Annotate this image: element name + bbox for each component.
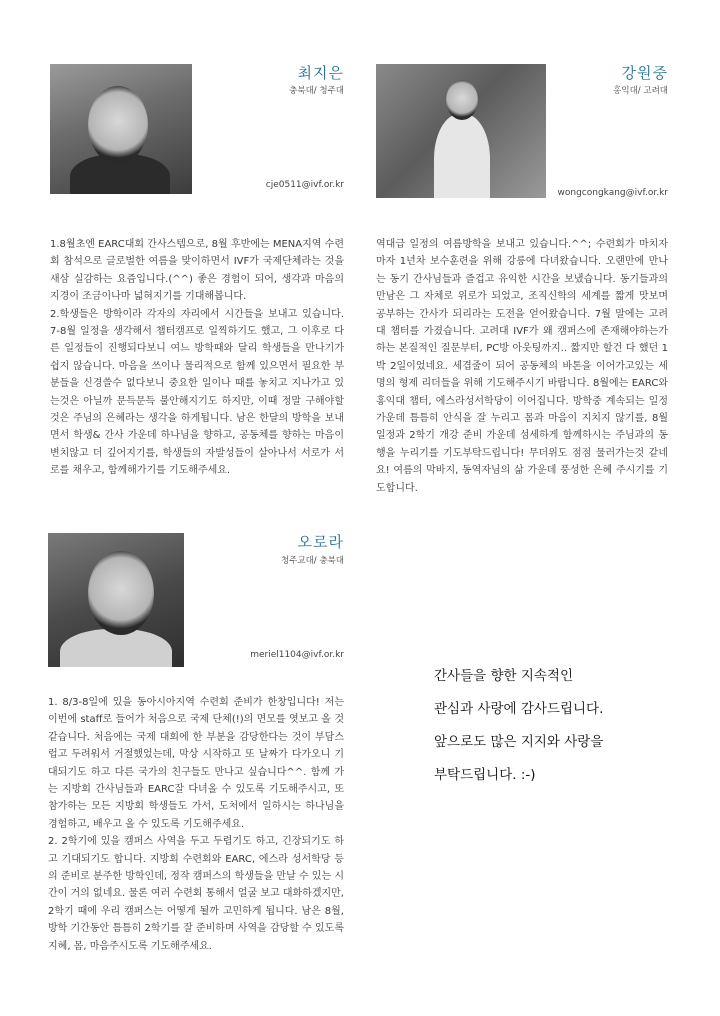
profile-school: 충북대/ 청주대: [289, 86, 344, 96]
profile-photo-oh: [48, 533, 184, 667]
profile-email[interactable]: cje0511@ivf.or.kr: [265, 180, 344, 190]
profile-name: 강원중: [621, 64, 668, 82]
thanks-line: 앞으로도 많은 지지와 사랑을: [434, 734, 604, 750]
profile-body-choi: [50, 236, 344, 480]
profile-name: 오로라: [297, 533, 344, 551]
profile-email[interactable]: wongcongkang@ivf.or.kr: [557, 188, 668, 198]
paragraph: 2.학생들은 방학이라 각자의 자리에서 시간들을 보내고 있습니다. 7-8월 일정을 생각해서 챕터캠프로 일찍하기도 했고, 그 이후로 다른 일정들이 진행되다보니 여느 방학때와 달리 학생들을 만나기가 쉽지 않습니다. 마음을 쓰이나 물리적으로 함께 있으면서 필요한 부분들을 신경쓸수 없다보니 중요한 일이나 때를 놓치고 지나가고 있는것은 아닐까 문득문득 불안해지기도 하지만, 이때 정말 구해야할 것은 주님의 은혜라는 생각을 하게됩니다. 남은 한달의 방학을 보내면서 학생& 간사 가운데 하나님을 향하고, 공동체를 향하는 마음이 변치않고 더 깊어지기를, 학생들의 자발성들이 살아나서 서로가 서로를 채우고, 함께해가기를 기도해주세요.: [50, 308, 344, 477]
paragraph: 1. 8/3-8일에 있을 동아시아지역 수련회 준비가 한창입니다! 저는 이번에 staff로 들어가 처음으로 국제 단체(!)의 면모를 엿보고 올 것 같습니다. 처음에는 국제 대회에 한 부분을 감당한다는 것이 부담스럽고 두려워서 거절했었는데, 막상 시작하고 또 날짜가 다가오니 기대되기도 하고 다른 국가의 친구들도 만나고 싶습니다^^. 함께 가는 지방회 간사님들과 EARC잘 다녀올 수 있도록 기도해주시고, 또 참가하는 모든 지방회 학생들도 가서, 도처에서 일하시는 하나님을 경험하고, 배우고 올 수 있도록 기도해주세요.: [48, 697, 344, 830]
paragraph: 1.8월초엔 EARC대회 간사스텝으로, 8월 후반에는 MENA지역 수련회 참석으로 글로벌한 여름을 맞이하면서 IVF가 국제단체라는 것을 새삼 실감하는 요즘입니다.(^^) 좋은 경험이 되어, 생각과 마음의 지경이 조금이나마 넓혀지기를 기대해봅니다.: [50, 239, 344, 303]
thanks-message: [434, 660, 694, 792]
profile-school: 홍익대/ 고려대: [613, 86, 668, 96]
profile-photo-choi: [50, 64, 192, 194]
profile-body-oh: [48, 694, 344, 955]
profile-name: 최지은: [297, 64, 344, 82]
thanks-line: 간사들을 향한 지속적인: [434, 668, 573, 684]
paragraph: 2. 2학기에 있을 캠퍼스 사역을 두고 두렵기도 하고, 긴장되기도 하고 기대되기도 합니다. 지방회 수련회와 EARC, 에스라 성서학당 등의 준비로 분주한 방학인데, 정작 캠퍼스의 학생들을 만날 수 있는 시간이 거의 없네요. 물론 여러 수련회 통해서 얼굴 보고 대화하겠지만, 2학기 때에 우리 캠퍼스는 어떻게 될까 고민하게 됩니다. 남은 8월, 방학 기간동안 틈틈히 2학기를 잘 준비하며 사역을 감당할 수 있도록 지혜, 몸, 마음주시도록 기도해주세요.: [48, 836, 344, 952]
profile-body-kang: [376, 236, 668, 497]
profile-email[interactable]: meriel1104@ivf.or.kr: [250, 650, 344, 660]
thanks-line: 부탁드립니다. :-): [434, 767, 536, 783]
thanks-line: 관심과 사랑에 감사드립니다.: [434, 701, 604, 717]
profile-school: 청주교대/ 충북대: [280, 556, 344, 566]
profile-photo-kang: [376, 64, 546, 198]
paragraph: 역대급 일정의 여름방학을 보내고 있습니다.^^; 수련회가 마치자마자 1년차 보수훈련을 위해 강릉에 다녀왔습니다. 오랜만에 만나는 동기 간사님들과 즐겁고 유익한 시간을 보냈습니다. 동기들과의 만남은 그 자체로 위로가 되었고, 조직신학의 세계를 짧게 맛보며 공부하는 간사가 되리라는 도전을 얻어왔습니다. 7월 말에는 고려대 챕터를 가졌습니다. 고려대 IVF가 왜 캠퍼스에 존재해야하는가 하는 본질적인 질문부터, PC방 아웃팅까지.. 짧지만 할건 다 했던 1박 2일이었네요. 세겹줄이 되어 공동체의 바톤을 이어가고있는 세명의 형제 리더들을 위해 기도해주시기 바랍니다. 8월에는 EARC와 홍익대 챕터, 에스라성서학당이 이어집니다. 방학중 계속되는 일정 가운데 틈틈히 안식을 잘 누리고 몸과 마음이 지치지 않기를, 8월 일정과 2학기 개강 준비 가운데 섬세하게 함께하시는 주님과의 동행을 누리기를 기도부탁드립니다! 무더위도 점점 물러가는것 같네요! 여름의 막바지, 동역자님의 삶 가운데 풍성한 은혜 주시기를 기도합니다.: [376, 239, 668, 494]
